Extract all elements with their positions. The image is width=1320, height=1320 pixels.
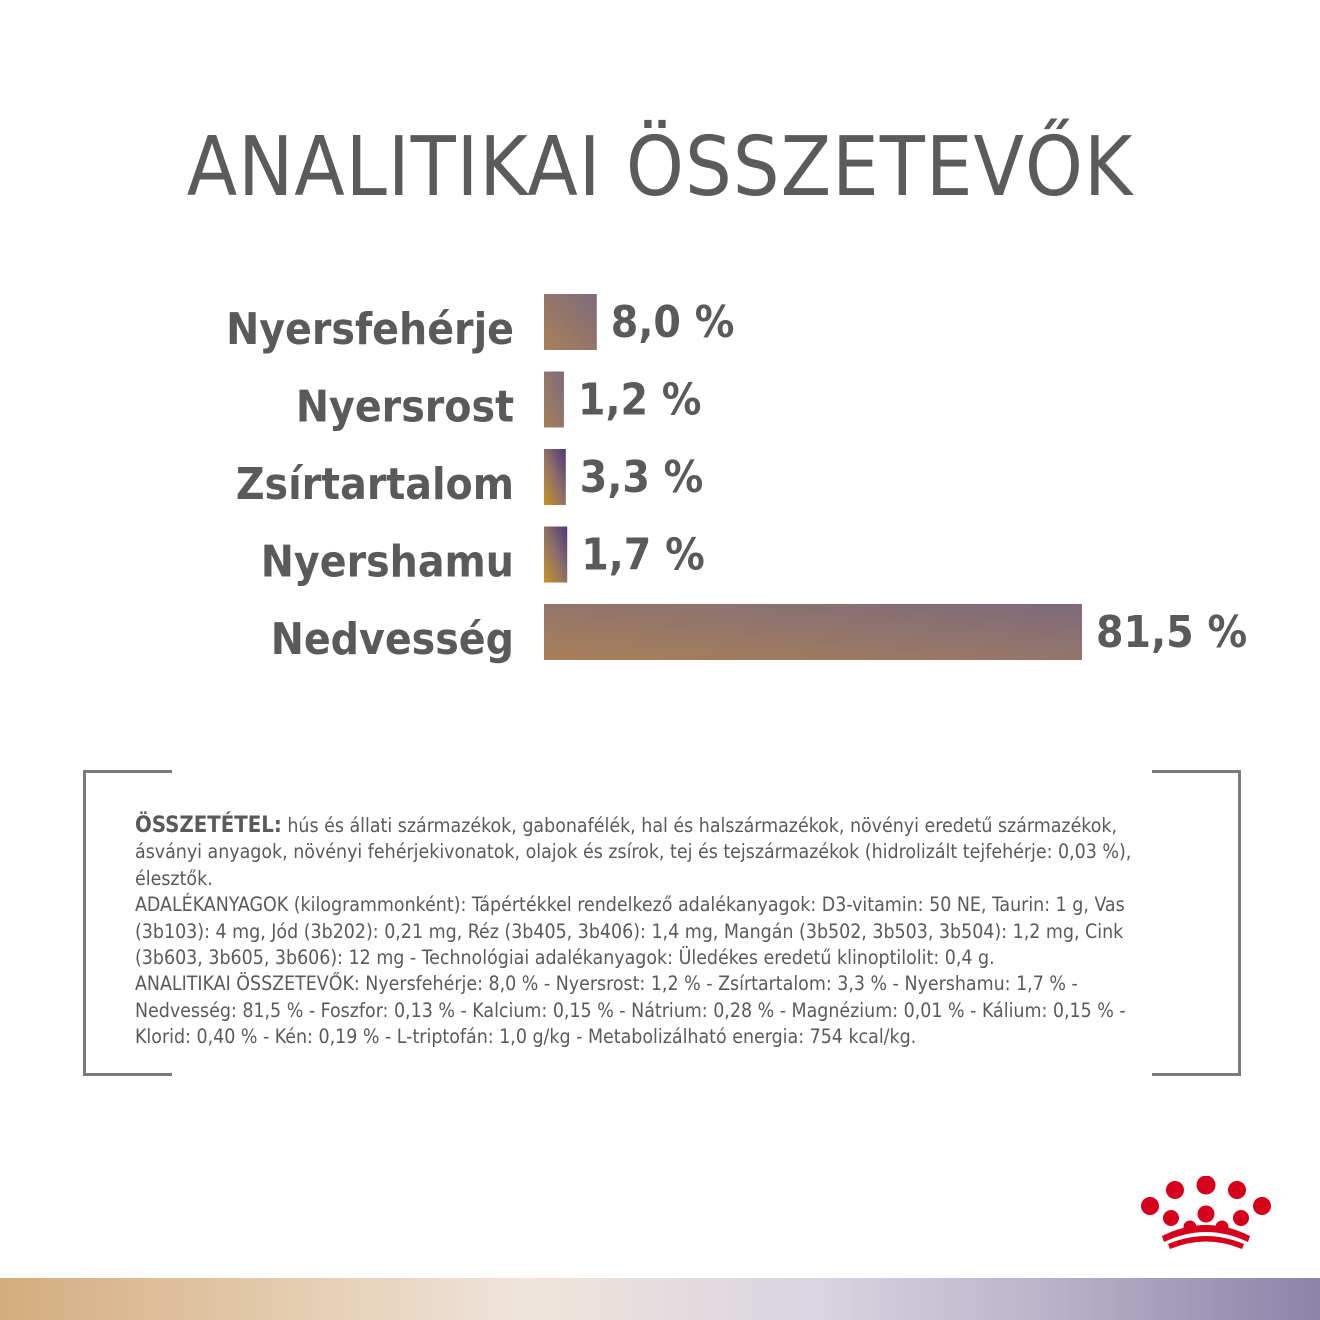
composition-intro: hús és állati származékok, gabonafélék, hal és halszármazékok, növényi eredetű származékok, ásványi anyagok, növényi fehérjekivonatok, olajok és zsírok, tej és tejszármazékok (hidrolizált tejfehérje: 0,03 %), élesztők. [135, 814, 1132, 890]
bar [544, 294, 597, 350]
category-label: Nedvesség [270, 614, 514, 665]
composition-heading: ÖSSZETÉTEL: [135, 813, 282, 838]
bar [544, 527, 567, 583]
category-label: Nyersfehérje [226, 304, 514, 355]
bar [544, 449, 566, 505]
category-label: Nyersrost [295, 381, 514, 433]
composition-text [135, 813, 1135, 1051]
additives-paragraph: ADALÉKANYAGOK (kilogrammonként): Tápértékkel rendelkező adalékanyagok: D3-vitamin: 50 NE, Taurin: 1 g, Vas (3b103): 4 mg, Jód (3b202): 0,21 mg, Réz (3b405, 3b406): 1,4 mg, Mangán (3b502, 3b503, 3b504): 1,2 mg, Cink (3b603, 3b605, 3b606): 12 mg - Technológiai adalékanyagok: Üledékes eredetű klinoptilolit: 0,4 g. [135, 893, 1125, 970]
analytical-paragraph: ANALITIKAI ÖSSZETEVŐK: Nyersfehérje: 8,0 % - Nyersrost: 1,2 % - Zsírtartalom: 3,3 % - Nyershamu: 1,7 % - Nedvesség: 81,5 % - Foszfor: 0,13 % - Kalcium: 0,15 % - Nátrium: 0,28 % - Magnézium: 0,01 % - Kálium: 0,15 % - Klorid: 0,40 % - Kén: 0,19 % - L-triptofán: 1,0 g/kg - Metabolizálható energia: 754 kcal/kg. [135, 972, 1126, 1049]
value-label: 1,7 % [581, 529, 705, 581]
value-label: 3,3 % [579, 452, 704, 503]
bar [544, 604, 1082, 660]
value-label: 81,5 % [1096, 607, 1248, 658]
page-title: ANALITIKAI ÖSSZETEVŐK [186, 120, 1134, 215]
composition-paragraph [135, 813, 1135, 892]
crown-icon [1138, 1176, 1274, 1252]
footer-gradient-bar [0, 1278, 1320, 1320]
value-label: 8,0 % [610, 297, 735, 348]
bar [544, 372, 564, 428]
composition-bracket-right [1152, 770, 1241, 1076]
value-label: 1,2 % [577, 374, 702, 426]
category-label: Zsírtartalom [235, 459, 514, 510]
category-label: Nyershamu [260, 536, 514, 588]
